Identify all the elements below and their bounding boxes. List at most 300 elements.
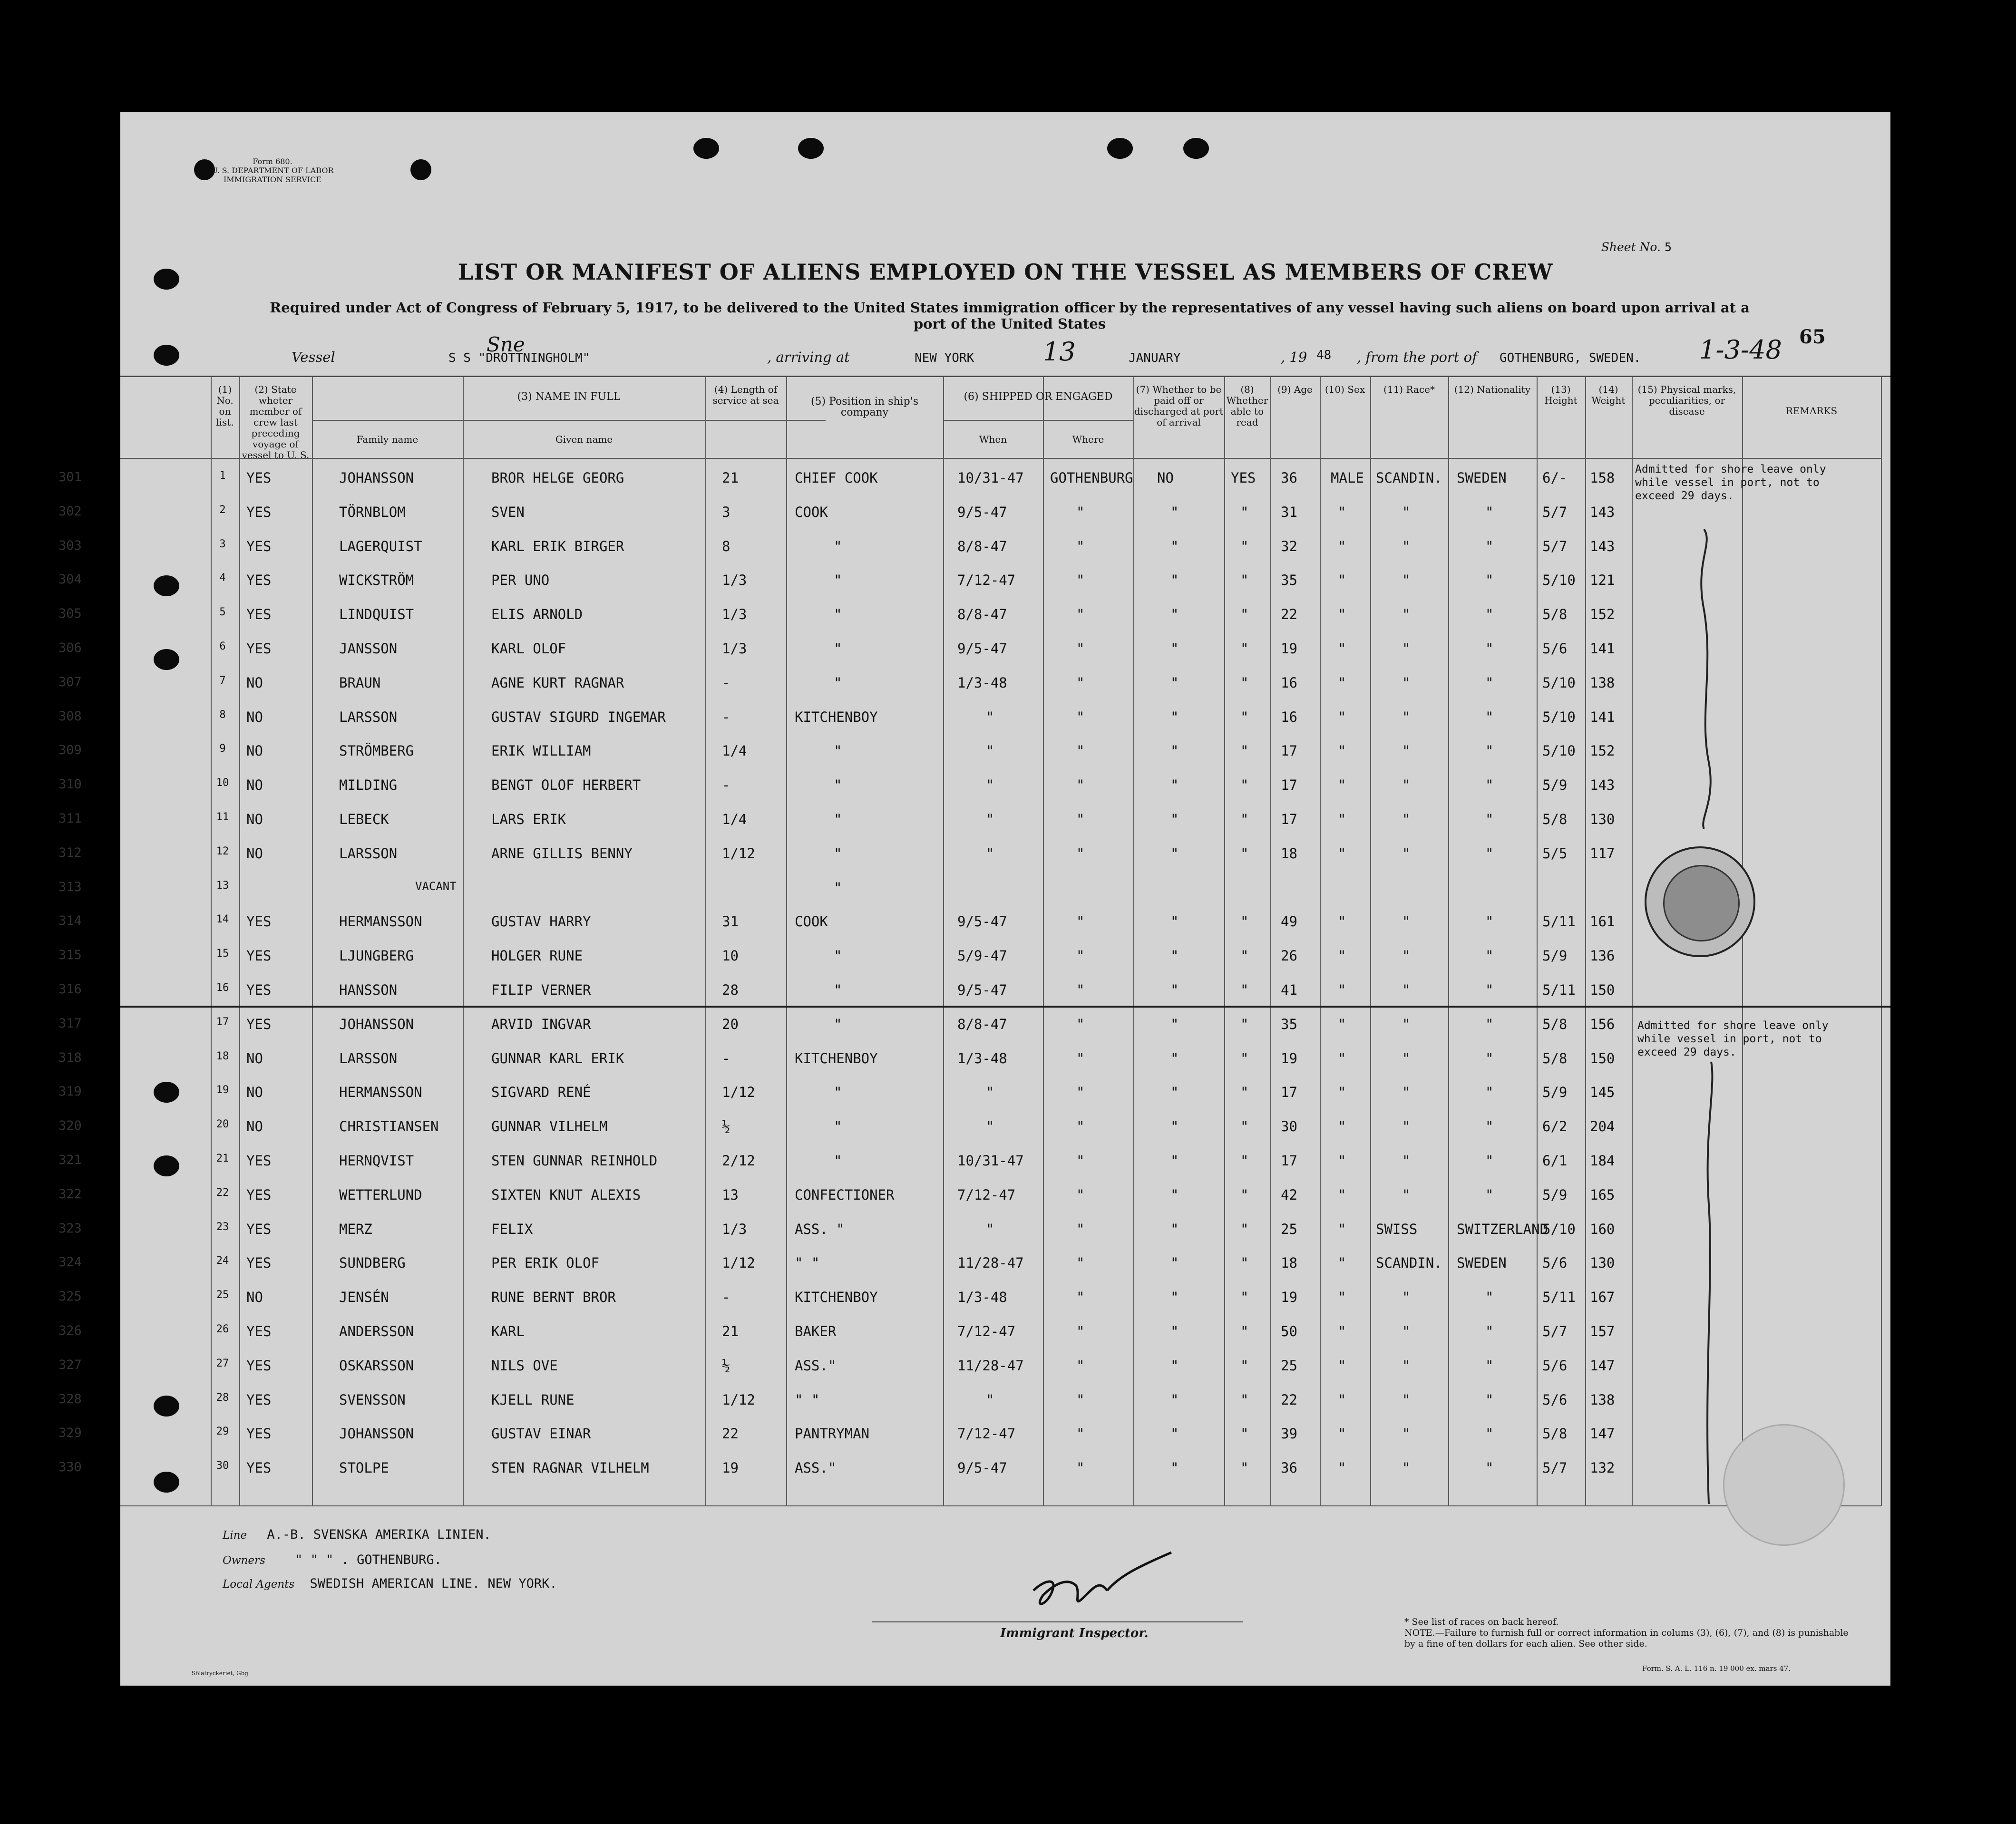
row-previous-voyage: NO — [246, 1118, 263, 1135]
vacant-strike-line — [120, 1006, 1890, 1008]
row-age: 36 — [1281, 470, 1297, 486]
row-given-name: GUSTAV HARRY — [491, 913, 591, 930]
row-shipped-where: " — [1076, 504, 1085, 520]
header-position: (5) Position in ship's company — [810, 396, 919, 418]
row-able-to-read: " — [1240, 674, 1249, 691]
line-label: Line — [223, 1529, 247, 1542]
row-ref-number: 328 — [58, 1391, 82, 1407]
row-list-number: 25 — [216, 1289, 229, 1301]
row-position: " — [834, 845, 842, 862]
row-able-to-read: " — [1240, 606, 1249, 623]
row-sex: " — [1338, 948, 1346, 964]
header-remarks: REMARKS — [1785, 405, 1838, 417]
row-previous-voyage: YES — [246, 1460, 272, 1476]
row-age: 42 — [1281, 1186, 1297, 1203]
row-nationality: " — [1485, 982, 1494, 998]
row-given-name: KARL OLOF — [491, 640, 566, 657]
row-position: " — [834, 606, 842, 623]
header-name-in-full: (3) NAME IN FULL — [517, 391, 621, 403]
row-shipped-where: " — [1076, 811, 1085, 827]
row-weight: 138 — [1590, 1391, 1615, 1408]
row-shipped-where: " — [1076, 1426, 1085, 1442]
row-nationality: SWEDEN — [1457, 1255, 1507, 1271]
row-list-number: 23 — [216, 1221, 229, 1233]
page-mark: 65 — [1799, 326, 1826, 348]
row-family-name: JOHANSSON — [339, 1426, 414, 1442]
punch-hole — [154, 345, 179, 366]
row-given-name: SIGVARD RENÉ — [491, 1084, 591, 1101]
row-able-to-read: " — [1240, 640, 1249, 657]
row-previous-voyage: NO — [246, 708, 263, 725]
row-sex: " — [1338, 1289, 1346, 1306]
row-age: 32 — [1281, 538, 1297, 554]
row-nationality: " — [1485, 948, 1494, 964]
row-nationality: " — [1485, 538, 1494, 554]
form-print-number: Form. S. A. L. 116 n. 19 000 ex. mars 47. — [1642, 1664, 1791, 1673]
row-race: " — [1402, 1153, 1411, 1169]
punch-hole — [1183, 138, 1209, 159]
row-list-number: 12 — [216, 845, 229, 857]
header-when: When — [979, 434, 1007, 445]
row-age: 17 — [1281, 811, 1297, 827]
row-nationality: " — [1485, 811, 1494, 827]
row-list-number: 10 — [216, 777, 229, 789]
row-height: 5/11 — [1542, 1289, 1576, 1306]
row-family-name: JOHANSSON — [339, 1016, 414, 1032]
row-ref-number: 315 — [58, 948, 82, 963]
row-nationality: SWITZERLAND — [1457, 1221, 1549, 1237]
row-height: 5/8 — [1542, 1050, 1568, 1067]
row-weight: 141 — [1590, 640, 1615, 657]
year-prefix: , 19 — [1281, 349, 1307, 365]
row-list-number: 17 — [216, 1016, 229, 1028]
row-position: " — [834, 640, 842, 657]
row-height: 5/8 — [1542, 1016, 1568, 1032]
row-weight: 121 — [1590, 572, 1615, 589]
row-shipped-when: 9/5-47 — [957, 640, 1007, 657]
row-ref-number: 306 — [58, 640, 82, 655]
row-ref-number: 326 — [58, 1323, 82, 1338]
row-sex: " — [1338, 640, 1346, 657]
row-sex: " — [1338, 674, 1346, 691]
row-paid-off: " — [1170, 948, 1179, 964]
row-shipped-where: GOTHENBURG — [1050, 470, 1133, 486]
header-age: (9) Age — [1277, 384, 1313, 395]
row-length-of-service: 1/3 — [722, 640, 747, 657]
row-family-name: ANDERSSON — [339, 1323, 414, 1339]
row-weight: 157 — [1590, 1323, 1615, 1339]
row-family-name: STRÖMBERG — [339, 743, 414, 759]
row-length-of-service: - — [722, 674, 730, 691]
row-nationality: " — [1485, 674, 1494, 691]
row-list-number: 15 — [216, 948, 229, 960]
header-race: (11) Race* — [1383, 384, 1435, 395]
row-age: 41 — [1281, 982, 1297, 998]
line-row — [223, 1527, 491, 1542]
row-height: 5/9 — [1542, 1186, 1568, 1203]
row-paid-off: NO — [1157, 470, 1174, 486]
row-shipped-where: " — [1076, 982, 1085, 998]
row-shipped-where: " — [1076, 777, 1085, 794]
row-shipped-when: 9/5-47 — [957, 1460, 1007, 1476]
row-height: 5/10 — [1542, 743, 1576, 759]
header-no-on-list: (1) No. on list. — [216, 384, 234, 428]
row-list-number: 24 — [216, 1255, 229, 1267]
row-previous-voyage: NO — [246, 777, 263, 794]
row-position: " — [834, 811, 842, 827]
row-sex: " — [1338, 1221, 1346, 1237]
row-paid-off: " — [1170, 708, 1179, 725]
row-given-name: HOLGER RUNE — [491, 948, 583, 964]
row-given-name: GUSTAV EINAR — [491, 1426, 591, 1442]
row-weight: 150 — [1590, 982, 1615, 998]
row-race: " — [1402, 743, 1411, 759]
sheet-number — [1601, 240, 1672, 254]
row-sex: " — [1338, 743, 1346, 759]
inspector-label: Immigrant Inspector. — [1000, 1626, 1149, 1640]
row-sex: " — [1338, 845, 1346, 862]
row-paid-off: " — [1170, 743, 1179, 759]
row-nationality: " — [1485, 777, 1494, 794]
row-family-name: HANSSON — [339, 982, 398, 998]
row-race: " — [1402, 606, 1411, 623]
row-list-number: 20 — [216, 1118, 229, 1131]
row-shipped-when: 7/12-47 — [957, 1186, 1016, 1203]
row-position: ASS." — [795, 1357, 837, 1374]
row-weight: 167 — [1590, 1289, 1615, 1306]
vessel-label: Vessel — [292, 349, 335, 365]
row-sex: " — [1338, 1357, 1346, 1374]
remark-shore-leave-1: Admitted for shore leave only while vessel in port, not to exceed 29 days. — [1635, 463, 1826, 502]
row-weight: 165 — [1590, 1186, 1615, 1203]
row-position: KITCHENBOY — [795, 1050, 878, 1067]
row-ref-number: 319 — [58, 1084, 82, 1099]
row-family-name: LAGERQUIST — [339, 538, 422, 554]
row-sex: " — [1338, 982, 1346, 998]
row-length-of-service: 8 — [722, 538, 730, 554]
row-weight: 156 — [1590, 1016, 1615, 1032]
row-position: " — [834, 1153, 842, 1169]
row-position: CHIEF COOK — [795, 470, 878, 486]
row-position: ASS." — [795, 1460, 837, 1476]
row-list-number: 7 — [219, 674, 226, 687]
row-nationality: " — [1485, 1016, 1494, 1032]
row-given-name: GUNNAR KARL ERIK — [491, 1050, 624, 1067]
row-weight: 152 — [1590, 743, 1615, 759]
row-family-name: STOLPE — [339, 1460, 389, 1476]
row-shipped-where: " — [1076, 606, 1085, 623]
form-identifier — [177, 157, 368, 184]
row-sex: " — [1338, 811, 1346, 827]
row-age: 50 — [1281, 1323, 1297, 1339]
row-weight: 158 — [1590, 470, 1615, 486]
row-paid-off: " — [1170, 1084, 1179, 1101]
row-previous-voyage: NO — [246, 674, 263, 691]
embossed-seal — [1723, 1424, 1845, 1546]
row-length-of-service: 1/12 — [722, 1084, 755, 1101]
row-ref-number: 316 — [58, 982, 82, 997]
row-shipped-where: " — [1076, 1016, 1085, 1032]
row-shipped-when: 11/28-47 — [957, 1357, 1024, 1374]
row-position: KITCHENBOY — [795, 708, 878, 725]
row-length-of-service: 13 — [722, 1186, 739, 1203]
row-race: " — [1402, 708, 1411, 725]
row-list-number: 30 — [216, 1460, 229, 1472]
row-given-name: ARVID INGVAR — [491, 1016, 591, 1032]
agents-row — [223, 1576, 557, 1591]
penalty-note: NOTE.—Failure to furnish full or correct information in colums (3), (6), (7), and (8) is punishable by a fine of ten dollars for each alien. See other side. — [1404, 1628, 1849, 1649]
row-weight: 147 — [1590, 1357, 1615, 1374]
row-ref-number: 312 — [58, 845, 82, 860]
row-able-to-read: " — [1240, 743, 1249, 759]
row-list-number: 11 — [216, 811, 229, 823]
row-list-number: 19 — [216, 1084, 229, 1096]
header-height: (13) Height — [1544, 384, 1578, 406]
row-previous-voyage: NO — [246, 1289, 263, 1306]
row-list-number: 6 — [219, 640, 226, 652]
row-family-name: LARSSON — [339, 845, 398, 862]
row-able-to-read: " — [1240, 1186, 1249, 1203]
row-given-name: ERIK WILLIAM — [491, 743, 591, 759]
row-paid-off: " — [1170, 1016, 1179, 1032]
row-able-to-read: " — [1240, 1323, 1249, 1339]
row-list-number: 16 — [216, 982, 229, 994]
row-paid-off: " — [1170, 1050, 1179, 1067]
row-shipped-where: " — [1076, 1186, 1085, 1203]
row-length-of-service: 21 — [722, 1323, 739, 1339]
row-given-name: SIXTEN KNUT ALEXIS — [491, 1186, 641, 1203]
row-ref-number: 325 — [58, 1289, 82, 1304]
row-paid-off: " — [1170, 982, 1179, 998]
row-height: 5/7 — [1542, 538, 1568, 554]
row-given-name: FELIX — [491, 1221, 533, 1237]
row-family-name: VACANT — [415, 879, 457, 893]
row-length-of-service: 1/3 — [722, 1221, 747, 1237]
row-race: SWISS — [1376, 1221, 1418, 1237]
row-shipped-when: " — [986, 811, 994, 827]
row-shipped-where: " — [1076, 674, 1085, 691]
printer-mark: Sölatryckeriet, Gbg — [192, 1670, 248, 1677]
row-previous-voyage: YES — [246, 640, 272, 657]
header-sex: (10) Sex — [1325, 384, 1365, 395]
row-shipped-where: " — [1076, 913, 1085, 930]
row-height: 5/11 — [1542, 982, 1576, 998]
row-list-number: 5 — [219, 606, 226, 619]
row-race: " — [1402, 982, 1411, 998]
row-given-name: ARNE GILLIS BENNY — [491, 845, 633, 862]
row-position: " — [834, 948, 842, 964]
row-shipped-where: " — [1076, 1221, 1085, 1237]
header-where: Where — [1072, 434, 1104, 445]
row-shipped-where: " — [1076, 1391, 1085, 1408]
row-list-number: 14 — [216, 913, 229, 926]
row-nationality: " — [1485, 1289, 1494, 1306]
row-given-name: KARL ERIK BIRGER — [491, 538, 624, 554]
row-list-number: 1 — [219, 470, 226, 482]
punch-hole — [1107, 138, 1133, 159]
row-paid-off: " — [1170, 504, 1179, 520]
row-given-name: RUNE BERNT BROR — [491, 1289, 616, 1306]
row-height: 6/- — [1542, 470, 1568, 486]
row-position: " — [834, 674, 842, 691]
row-given-name: KJELL RUNE — [491, 1391, 575, 1408]
row-weight: 147 — [1590, 1426, 1615, 1442]
row-given-name: KARL — [491, 1323, 525, 1339]
row-previous-voyage: YES — [246, 538, 272, 554]
row-ref-number: 304 — [58, 572, 82, 587]
row-previous-voyage: YES — [246, 1153, 272, 1169]
row-sex: " — [1338, 1186, 1346, 1203]
row-paid-off: " — [1170, 538, 1179, 554]
row-height: 5/10 — [1542, 708, 1576, 725]
row-length-of-service: 1/3 — [722, 572, 747, 589]
row-race: " — [1402, 674, 1411, 691]
arrival-month: JANUARY — [1129, 351, 1181, 365]
row-length-of-service: - — [722, 1050, 730, 1067]
row-previous-voyage: YES — [246, 572, 272, 589]
row-age: 19 — [1281, 640, 1297, 657]
header-physical-marks: (15) Physical marks, peculiarities, or disease — [1637, 384, 1736, 417]
row-shipped-when: 7/12-47 — [957, 572, 1016, 589]
row-shipped-where: " — [1076, 1084, 1085, 1101]
row-shipped-when: 9/5-47 — [957, 504, 1007, 520]
row-position: COOK — [795, 504, 828, 520]
row-height: 5/7 — [1542, 1323, 1568, 1339]
row-position: " — [834, 777, 842, 794]
header-given-name: Given name — [555, 434, 613, 445]
row-height: 6/1 — [1542, 1153, 1568, 1169]
row-previous-voyage: YES — [246, 504, 272, 520]
row-paid-off: " — [1170, 845, 1179, 862]
row-age: 35 — [1281, 572, 1297, 589]
row-length-of-service: 28 — [722, 982, 739, 998]
row-paid-off: " — [1170, 572, 1179, 589]
row-sex: " — [1338, 708, 1346, 725]
row-ref-number: 323 — [58, 1221, 82, 1236]
row-able-to-read: " — [1240, 538, 1249, 554]
row-family-name: SVENSSON — [339, 1391, 406, 1408]
row-race: " — [1402, 1118, 1411, 1135]
row-race: " — [1402, 572, 1411, 589]
row-nationality: " — [1485, 1050, 1494, 1067]
row-shipped-where: " — [1076, 948, 1085, 964]
arrival-port: NEW YORK — [915, 351, 974, 365]
row-age: 31 — [1281, 504, 1297, 520]
row-previous-voyage: YES — [246, 948, 272, 964]
row-length-of-service: 22 — [722, 1426, 739, 1442]
row-position: " — [834, 572, 842, 589]
row-able-to-read: " — [1240, 1289, 1249, 1306]
row-shipped-when: 8/8-47 — [957, 538, 1007, 554]
row-ref-number: 313 — [58, 879, 82, 894]
row-shipped-where: " — [1076, 1255, 1085, 1271]
sheet-value: 5 — [1664, 240, 1672, 254]
row-able-to-read: " — [1240, 1426, 1249, 1442]
row-able-to-read: " — [1240, 708, 1249, 725]
row-ref-number: 318 — [58, 1050, 82, 1065]
row-shipped-when: 8/8-47 — [957, 1016, 1007, 1032]
row-able-to-read: " — [1240, 1221, 1249, 1237]
row-list-number: 8 — [219, 708, 226, 721]
row-weight: 160 — [1590, 1221, 1615, 1237]
row-weight: 130 — [1590, 1255, 1615, 1271]
row-weight: 143 — [1590, 504, 1615, 520]
punch-hole — [798, 138, 824, 159]
row-race: " — [1402, 845, 1411, 862]
row-nationality: " — [1485, 1391, 1494, 1408]
row-paid-off: " — [1170, 777, 1179, 794]
row-age: 22 — [1281, 606, 1297, 623]
row-position: PANTRYMAN — [795, 1426, 870, 1442]
row-shipped-when: " — [986, 743, 994, 759]
row-paid-off: " — [1170, 1118, 1179, 1135]
row-shipped-when: " — [986, 845, 994, 862]
row-list-number: 22 — [216, 1186, 229, 1199]
row-paid-off: " — [1170, 1153, 1179, 1169]
row-previous-voyage: NO — [246, 845, 263, 862]
row-height: 5/10 — [1542, 572, 1576, 589]
row-paid-off: " — [1170, 1186, 1179, 1203]
row-previous-voyage: NO — [246, 1084, 263, 1101]
row-ref-number: 303 — [58, 538, 82, 553]
row-weight: 141 — [1590, 708, 1615, 725]
row-length-of-service: - — [722, 777, 730, 794]
crew-table — [58, 377, 1890, 1506]
row-shipped-when: 1/3-48 — [957, 674, 1007, 691]
row-able-to-read: " — [1240, 572, 1249, 589]
footnote — [1404, 1617, 1861, 1649]
row-length-of-service: ½ — [722, 1118, 730, 1135]
row-weight: 143 — [1590, 777, 1615, 794]
row-ref-number: 329 — [58, 1426, 82, 1441]
row-age: 19 — [1281, 1050, 1297, 1067]
row-previous-voyage: NO — [246, 811, 263, 827]
department-name: U. S. DEPARTMENT OF LABOR — [211, 166, 334, 175]
row-nationality: " — [1485, 1460, 1494, 1476]
row-able-to-read: " — [1240, 1460, 1249, 1476]
row-previous-voyage: YES — [246, 1016, 272, 1032]
row-race: " — [1402, 811, 1411, 827]
row-nationality: " — [1485, 1323, 1494, 1339]
row-shipped-when: " — [986, 777, 994, 794]
row-family-name: BRAUN — [339, 674, 381, 691]
row-age: 25 — [1281, 1357, 1297, 1374]
row-age: 16 — [1281, 708, 1297, 725]
vessel-line — [292, 333, 1782, 368]
row-length-of-service: ½ — [722, 1357, 730, 1374]
row-family-name: WICKSTRÖM — [339, 572, 414, 589]
row-able-to-read: " — [1240, 1255, 1249, 1271]
row-race: " — [1402, 1323, 1411, 1339]
row-race: " — [1402, 1357, 1411, 1374]
row-age: 30 — [1281, 1118, 1297, 1135]
row-paid-off: " — [1170, 1357, 1179, 1374]
races-note: * See list of races on back hereof. — [1404, 1617, 1559, 1627]
row-sex: " — [1338, 1391, 1346, 1408]
row-sex: " — [1338, 1050, 1346, 1067]
remark-shore-leave-2: Admitted for shore leave only while vessel in port, not to exceed 29 days. — [1637, 1019, 1829, 1058]
header-shipped-engaged: (6) SHIPPED OR ENGAGED — [964, 391, 1113, 403]
row-paid-off: " — [1170, 1323, 1179, 1339]
row-age: 17 — [1281, 777, 1297, 794]
row-nationality: " — [1485, 708, 1494, 725]
row-able-to-read: " — [1240, 913, 1249, 930]
row-paid-off: " — [1170, 1289, 1179, 1306]
row-race: " — [1402, 1084, 1411, 1101]
row-height: 5/5 — [1542, 845, 1568, 862]
row-height: 6/2 — [1542, 1118, 1568, 1135]
row-shipped-where: " — [1076, 1289, 1085, 1306]
